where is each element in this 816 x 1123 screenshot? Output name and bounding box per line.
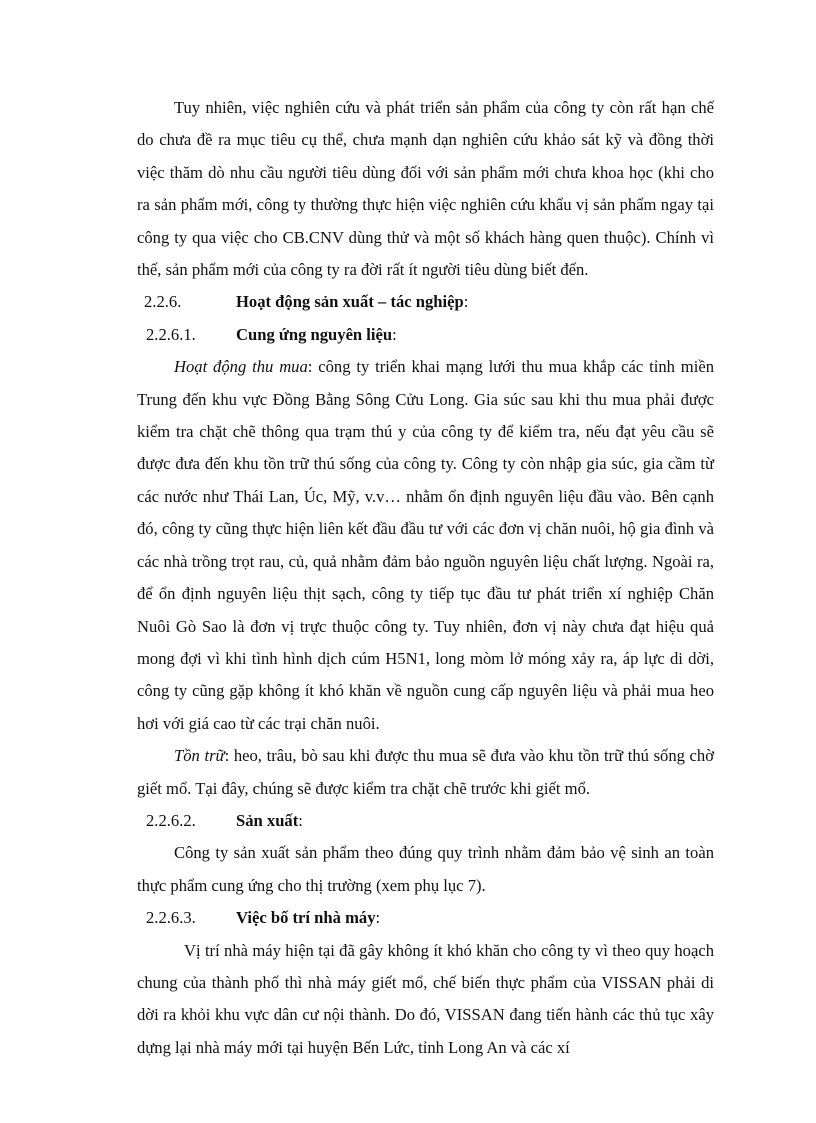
paragraph-product-development: Tuy nhiên, việc nghiên cứu và phát triển sản phẩm của công ty còn rất hạn chế do chưa đề ra mục tiêu cụ thể, chưa mạnh dạn nghiên cứu khảo sát kỹ và đồng thời việc thăm dò nhu cầu người tiêu dùng đối với sản phẩm mới chưa khoa học (khi cho ra sản phẩm mới, công ty thường thực hiện việc nghiên cứu khẩu vị sản phẩm ngay tại công ty qua việc cho CB.CNV dùng thử và một số khách hàng quen thuộc). Chính vì thế, sản phẩm mới của công ty ra đời rất ít người tiêu dùng biết đến. (137, 98, 714, 280)
paragraph-lead-term: Tồn trữ (174, 746, 225, 766)
paragraph-body: : công ty triển khai mạng lưới thu mua khắp các tỉnh miền Trung đến khu vực Đồng Bằng Sông Cửu Long. Gia súc sau khi thu mua phải được kiểm tra chặt chẽ thông qua trạm thú y của công ty để kiểm tra, nếu đạt yêu cầu sẽ được đưa đến khu tồn trữ thú sống của công ty. Công ty còn nhập gia súc, gia cầm từ các nước như Thái Lan, Úc, Mỹ, v.v… nhằm ổn định nguyên liệu đầu vào. Bên cạnh đó, công ty cũng thực hiện liên kết đầu đầu tư với các đơn vị chăn nuôi, hộ gia đình và các nhà trồng trọt rau, củ, quả nhằm đảm bảo nguồn nguyên liệu chất lượng. Ngoài ra, để ổn định nguyên liệu thịt sạch, công ty tiếp tục đầu tư phát triển xí nghiệp Chăn Nuôi Gò Sao là đơn vị trực thuộc công ty. Tuy nhiên, đơn vị này chưa đạt hiệu quả mong đợi vì khi tình hình dịch cúm H5N1, long mòm lở móng xảy ra, áp lực di dời, công ty cũng gặp không ít khó khăn về nguồn cung cấp nguyên liệu và phải mua heo hơi với giá cao từ các trại chăn nuôi. (137, 357, 714, 733)
heading-title: Cung ứng nguyên liệu (236, 324, 393, 344)
heading-number: 2.2.6. (144, 292, 182, 312)
heading-colon: : (375, 908, 381, 928)
heading-title: Hoạt động sản xuất – tác nghiệp (236, 292, 464, 312)
heading-colon: : (392, 324, 397, 344)
heading-title: Việc bố trí nhà máy (236, 908, 376, 928)
heading-number: 2.2.6.3. (146, 908, 196, 928)
heading-2-2-6 (137, 286, 714, 318)
heading-colon: : (298, 810, 303, 830)
paragraph-lead-term: Hoạt động thu mua (174, 357, 308, 377)
paragraph-production: Công ty sản xuất sản phẩm theo đúng quy trình nhằm đảm bảo vệ sinh an toàn thực phẩm cung ứng cho thị trường (xem phụ lục 7). (137, 843, 714, 895)
paragraph-factory-layout: Vị trí nhà máy hiện tại đã gây không ít khó khăn cho công ty vì theo quy hoạch chung của thành phố thì nhà máy giết mổ, chế biến thực phẩm của VISSAN phải di dời ra khỏi khu vực dân cư nội thành. Do đó, VISSAN đang tiến hành các thủ tục xây dựng lại nhà máy mới tại huyện Bến Lức, tỉnh Long An và các xí (137, 940, 714, 1057)
heading-colon: : (463, 292, 469, 312)
heading-number: 2.2.6.2. (146, 810, 196, 830)
heading-title: Sản xuất (236, 810, 299, 830)
body-text (137, 92, 714, 1064)
heading-number: 2.2.6.1. (146, 324, 196, 344)
paragraph-purchasing (137, 351, 714, 740)
heading-2-2-6-3 (137, 902, 714, 934)
heading-2-2-6-1 (137, 319, 714, 351)
paragraph-body: : heo, trâu, bò sau khi được thu mua sẽ đưa vào khu tồn trữ thú sống chờ giết mổ. Tại đây, chúng sẽ được kiểm tra chặt chẽ trước khi giết mổ. (137, 746, 714, 798)
heading-2-2-6-2 (137, 805, 714, 837)
paragraph-storage (137, 740, 714, 805)
